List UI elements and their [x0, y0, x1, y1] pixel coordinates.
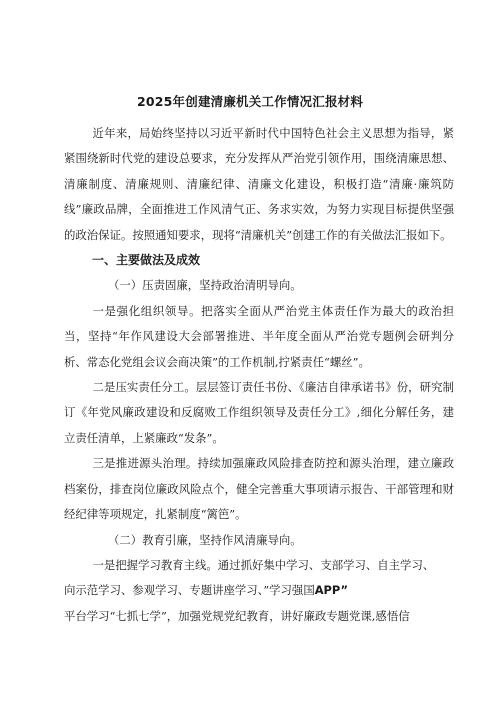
intro-paragraph: 近年来，局始终坚持以习近平新时代中国特色社会主义思想为指导，紧紧围绕新时代党的建设总要求，充分发挥从严治党引领作用，围绕清廉思想、清廉制度、清廉规则、清廉纪律、清廉文化建设，积极打造“清廉·廉筑防线”廉政品牌，全面推进工作风清气正、务求实效，为努力实现目标提供坚强的政治保证。按照通知要求，现将“清廉机关”创建工作的有关做法汇报如下。	[64, 126, 454, 242]
subsection-heading: （一）压责固廉，坚持政治清明导向。	[108, 278, 302, 293]
paragraph-source-governance: 三是推进源头治理。持续加强廉政风险排查防控和源头治理，建立廉政档案份，排查岗位廉政风险点个，健全完善重大事项请示报告、干部管理和财经纪律等项规定，扎紧制度“篱笆”。	[64, 456, 454, 522]
subsection-heading: （二）教育引廉，坚持作风清廉导向。	[108, 532, 302, 547]
paragraph-study	[64, 553, 454, 629]
paragraph-responsibility: 二是压实责任分工。层层签订责任书份、《廉洁自律承诺书》份，研究制订《年党风廉政建设和反腐败工作组织领导及责任分工》,细化分解任务，建立责任清单，上紧廉政“发条”。	[64, 380, 454, 445]
text-line: 平台学习“七抓七学”，加强党规党纪教育，讲好廉政专题党课,感悟信	[64, 608, 410, 623]
text-line: 一是把握学习教育主线。通过抓好集中学习、支部学习、自主学习、	[92, 557, 435, 572]
paragraph-organization: 一是强化组织领导。把落实全面从严治党主体责任作为最大的政治担当，坚持“年作风建设大会部署推进、半年度全面从严治党专题例会研判分析、常态化党组会议会商决策”的工作机制,拧紧责任“螺丝”。	[64, 303, 454, 369]
document-title: 2025年创建清廉机关工作情况汇报材料	[136, 94, 364, 109]
document-body	[64, 121, 454, 629]
text-span: APP”	[314, 583, 348, 598]
text-line	[64, 578, 454, 603]
text-span: 向示范学习、参观学习、专题讲座学习、”学习强国	[64, 583, 315, 598]
section-heading: 一、主要做法及成效	[92, 253, 201, 268]
